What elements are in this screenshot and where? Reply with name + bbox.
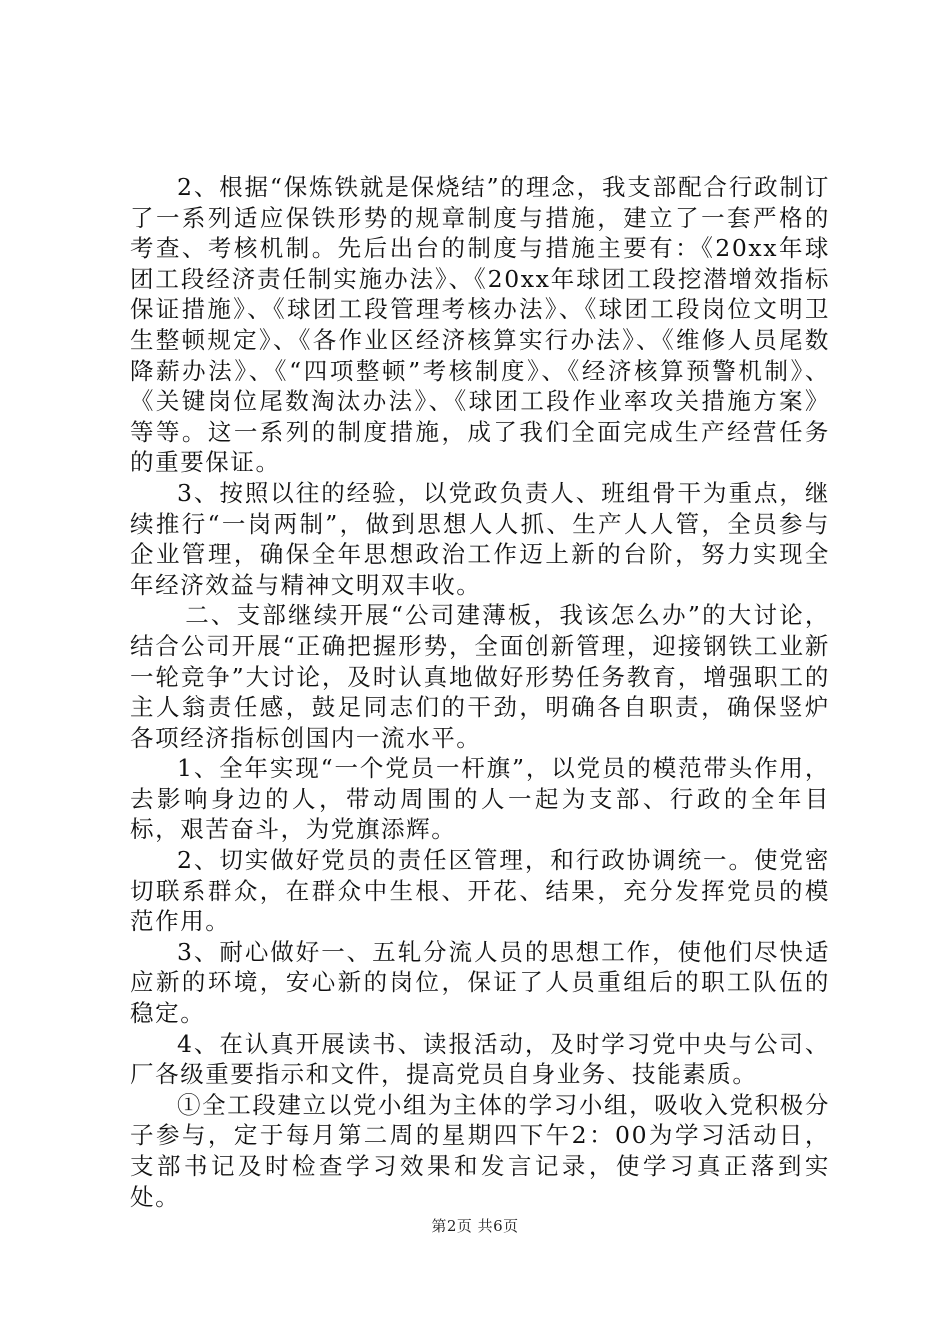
paragraph-one-post-two-systems: 3、按照以往的经验，以党政负责人、班组骨干为重点，继续推行“一岗两制”，做到思想人人抓、生产人人管，全员参与企业管理，确保全年思想政治工作迈上新的台阶，努力实现全年经济效益与精神文明双丰收。: [130, 478, 830, 599]
page-number-footer: 第2页 共6页: [431, 1217, 519, 1235]
document-body: [130, 172, 830, 1212]
paragraph-study-activities: 4、在认真开展读书、读报活动，及时学习党中央与公司、厂各级重要指示和文件，提高党员自身业务、技能素质。: [130, 1029, 830, 1089]
paragraph-regulations: 2、根据“保炼铁就是保烧结”的理念，我支部配合行政制订了一系列适应保铁形势的规章制度与措施，建立了一套严格的考查、考核机制。先后出台的制度与措施主要有：《20xx年球团工段经济责任制实施办法》、《20xx年球团工段挖潜增效指标保证措施》、《球团工段管理考核办法》、《球团工段岗位文明卫生整顿规定》、《各作业区经济核算实行办法》、《维修人员尾数降薪办法》、《“四项整顿”考核制度》、《经济核算预警机制》、《关键岗位尾数淘汰办法》、《球团工段作业率攻关措施方案》等等。这一系列的制度措施，成了我们全面完成生产经营任务的重要保证。: [130, 173, 830, 477]
paragraph-diversion-staff: 3、耐心做好一、五轧分流人员的思想工作，使他们尽快适应新的环境，安心新的岗位，保证了人员重组后的职工队伍的稳定。: [130, 937, 830, 1028]
paragraph-responsibility-zone: 2、切实做好党员的责任区管理，和行政协调统一。使党密切联系群众，在群众中生根、开花、结果，充分发挥党员的模范作用。: [130, 846, 830, 936]
paragraph-section-two: 二、支部继续开展“公司建薄板，我该怎么办”的大讨论，结合公司开展“正确把握形势，全面创新管理，迎接钢铁工业新一轮竞争”大讨论，及时认真地做好形势任务教育，增强职工的主人翁责任感，鼓足同志们的干劲，明确各自职责，确保竖炉各项经济指标创国内一流水平。: [130, 601, 830, 752]
paragraph-study-group: ①全工段建立以党小组为主体的学习小组，吸收入党积极分子参与，定于每月第二周的星期四下午2：00为学习活动日，支部书记及时检查学习效果和发言记录，使学习真正落到实处。: [130, 1090, 830, 1211]
paragraph-one-flag: 1、全年实现“一个党员一杆旗”，以党员的模范带头作用，去影响身边的人，带动周围的人一起为支部、行政的全年目标，艰苦奋斗，为党旗添辉。: [130, 754, 830, 844]
